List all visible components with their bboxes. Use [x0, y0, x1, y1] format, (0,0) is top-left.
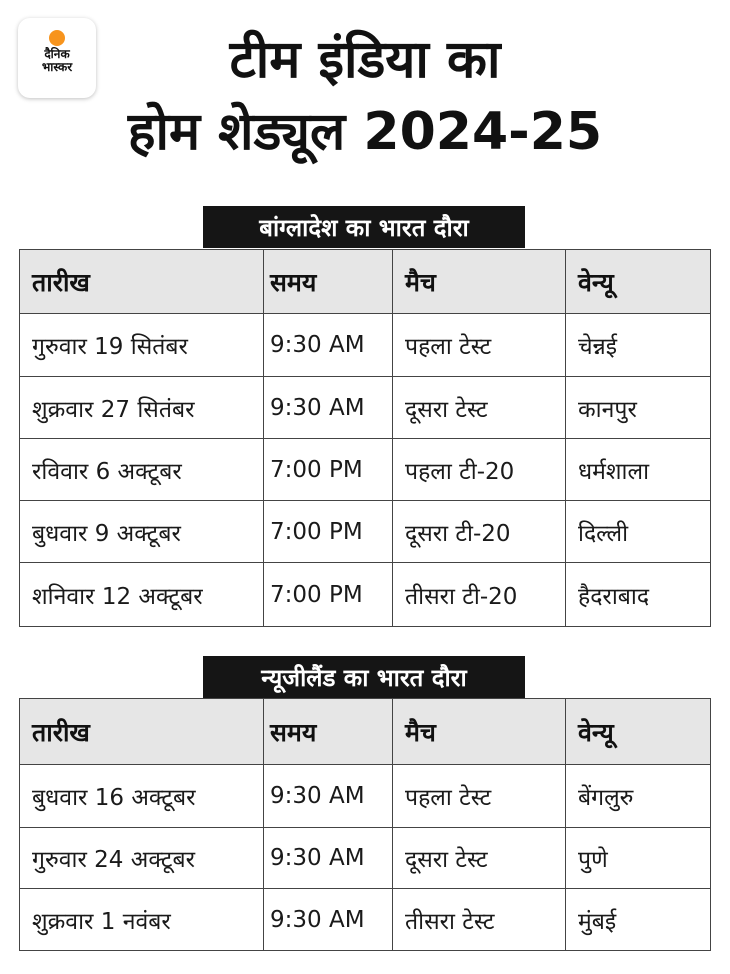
cell-time: 9:30 AM: [264, 314, 393, 377]
page-title: [0, 24, 730, 168]
table-row: [20, 765, 711, 828]
cell-match: तीसरा टी-20: [393, 563, 566, 627]
cell-date: गुरुवार 19 सितंबर: [20, 314, 264, 377]
cell-time: 9:30 AM: [264, 828, 393, 889]
cell-date: बुधवार 16 अक्टूबर: [20, 765, 264, 828]
cell-time: 9:30 AM: [264, 377, 393, 439]
cell-venue: चेन्नई: [566, 314, 711, 377]
cell-venue: बेंगलुरु: [566, 765, 711, 828]
header-date: तारीख: [20, 699, 264, 765]
cell-time: 9:30 AM: [264, 765, 393, 828]
cell-match: पहला टेस्ट: [393, 765, 566, 828]
table-row: [20, 889, 711, 951]
cell-date: बुधवार 9 अक्टूबर: [20, 501, 264, 563]
cell-venue: पुणे: [566, 828, 711, 889]
table-row: [20, 439, 711, 501]
header-time: समय: [264, 250, 393, 314]
table-row: [20, 314, 711, 377]
cell-date: गुरुवार 24 अक्टूबर: [20, 828, 264, 889]
title-line2: होम शेड्यूल 2024-25: [127, 102, 603, 162]
cell-match: तीसरा टेस्ट: [393, 889, 566, 951]
title-line1: टीम इंडिया का: [229, 30, 501, 90]
cell-venue: मुंबई: [566, 889, 711, 951]
cell-match: दूसरा टी-20: [393, 501, 566, 563]
section-label-bangladesh: बांग्लादेश का भारत दौरा: [203, 206, 525, 248]
table-header-row: [20, 699, 711, 765]
cell-venue: कानपुर: [566, 377, 711, 439]
cell-time: 7:00 PM: [264, 439, 393, 501]
cell-venue: हैदराबाद: [566, 563, 711, 627]
header-match: मैच: [393, 250, 566, 314]
header-match: मैच: [393, 699, 566, 765]
cell-time: 9:30 AM: [264, 889, 393, 951]
header-time: समय: [264, 699, 393, 765]
logo-line2: भास्कर: [41, 60, 73, 74]
cell-match: दूसरा टेस्ट: [393, 377, 566, 439]
cell-date: शुक्रवार 1 नवंबर: [20, 889, 264, 951]
table-header-row: [20, 250, 711, 314]
cell-date: रविवार 6 अक्टूबर: [20, 439, 264, 501]
table-row: [20, 377, 711, 439]
table-row: [20, 501, 711, 563]
table-row: [20, 828, 711, 889]
header-venue: वेन्यू: [566, 699, 711, 765]
cell-date: शनिवार 12 अक्टूबर: [20, 563, 264, 627]
schedule-table-bangladesh: [19, 249, 711, 627]
header-venue: वेन्यू: [566, 250, 711, 314]
table-row: [20, 563, 711, 627]
logo-line1: दैनिक: [44, 47, 70, 61]
section-label-newzealand: न्यूजीलैंड का भारत दौरा: [203, 656, 525, 698]
cell-time: 7:00 PM: [264, 501, 393, 563]
cell-time: 7:00 PM: [264, 563, 393, 627]
cell-match: दूसरा टेस्ट: [393, 828, 566, 889]
schedule-table-newzealand: [19, 698, 711, 951]
cell-match: पहला टेस्ट: [393, 314, 566, 377]
cell-match: पहला टी-20: [393, 439, 566, 501]
cell-venue: दिल्ली: [566, 501, 711, 563]
cell-date: शुक्रवार 27 सितंबर: [20, 377, 264, 439]
cell-venue: धर्मशाला: [566, 439, 711, 501]
header-date: तारीख: [20, 250, 264, 314]
